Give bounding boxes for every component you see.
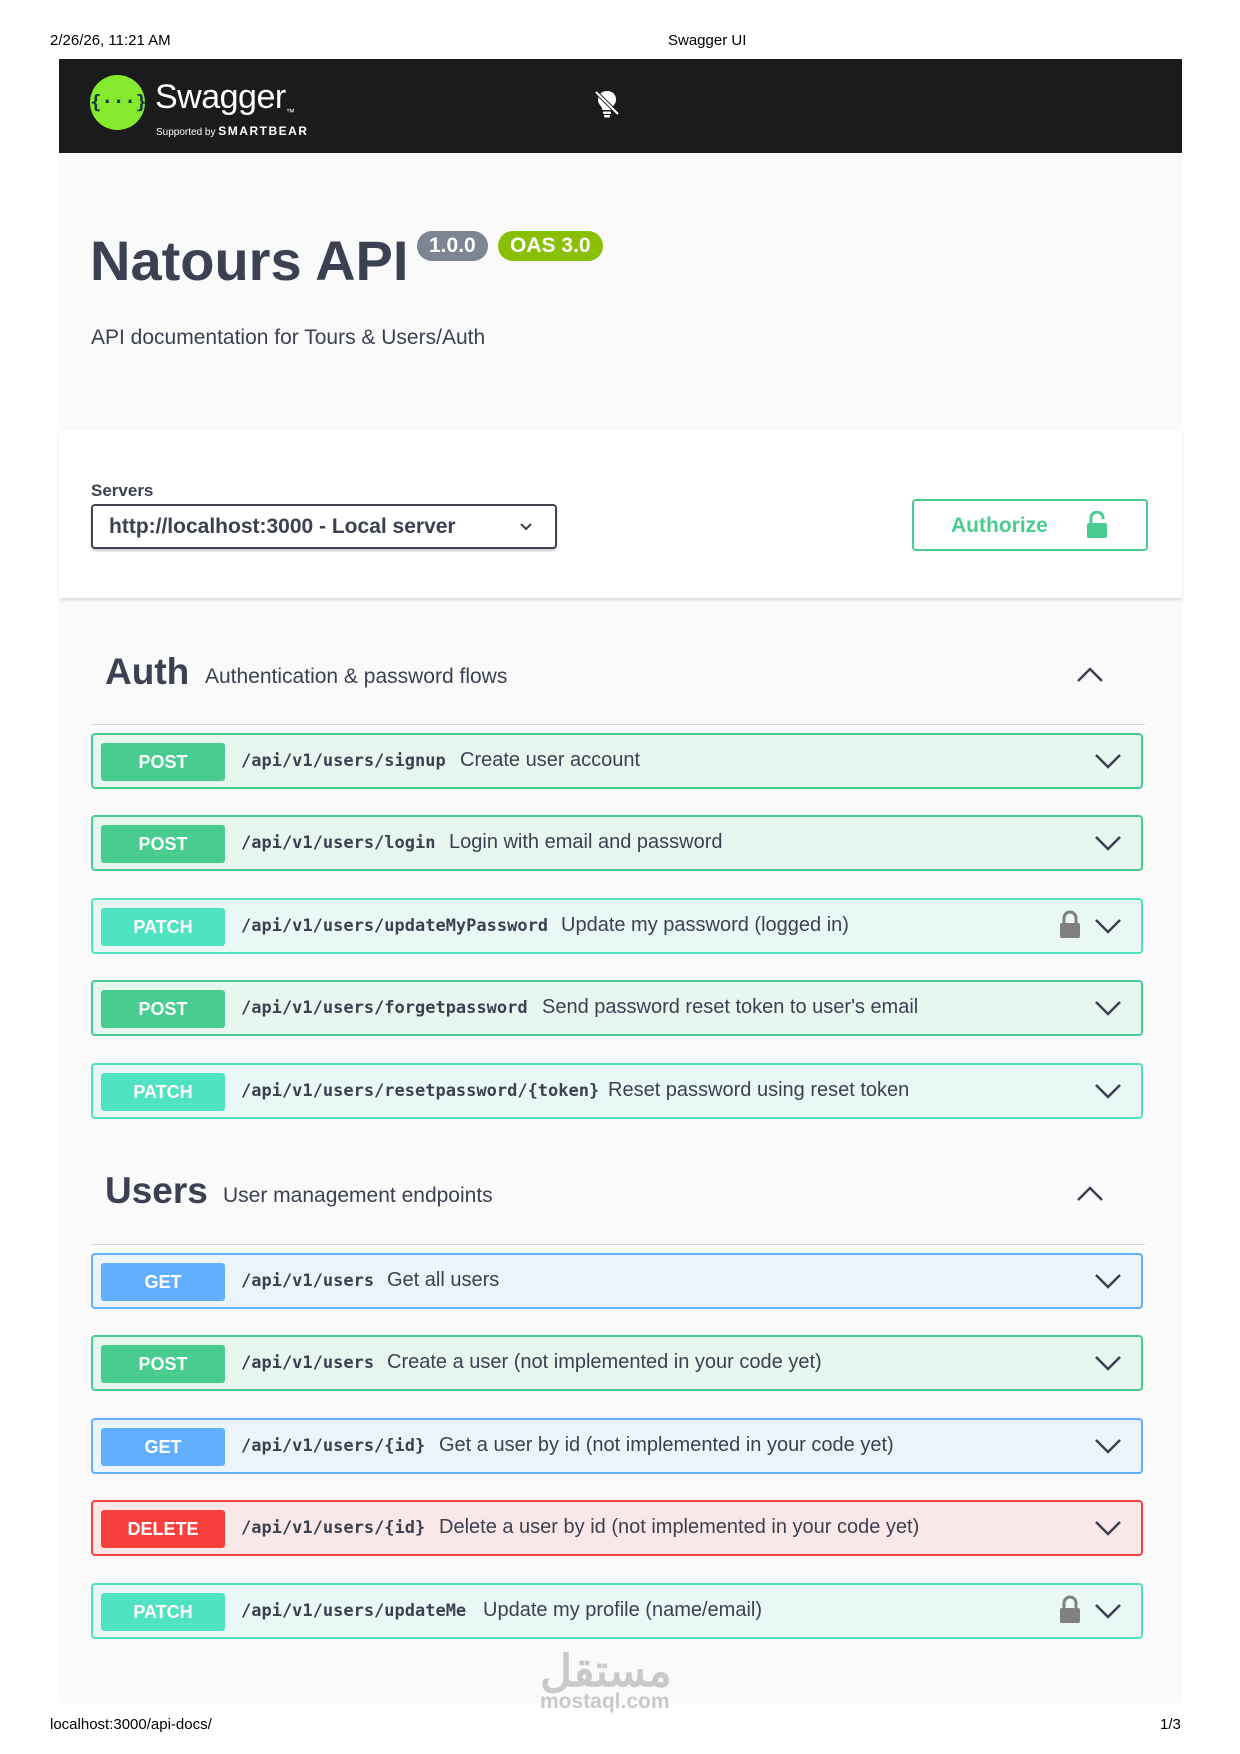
swagger-logo-icon[interactable]: {···} — [90, 75, 145, 130]
operation-post-login[interactable] — [91, 815, 1143, 871]
chevron-down-icon[interactable] — [1093, 1518, 1123, 1538]
watermark-logo: مستقل — [540, 1647, 672, 1696]
lock-icon[interactable] — [1059, 910, 1081, 940]
print-datetime: 2/26/26, 11:21 AM — [50, 32, 171, 49]
chevron-down-icon[interactable] — [1093, 1353, 1123, 1373]
api-title: Natours API — [90, 229, 409, 292]
tag-auth-description: Authentication & password flows — [205, 665, 508, 688]
operation-summary: Get a user by id (not implemented in your code yet) — [439, 1434, 894, 1456]
method-badge: POST — [101, 825, 225, 863]
method-badge: POST — [101, 743, 225, 781]
api-description: API documentation for Tours & Users/Auth — [91, 326, 486, 349]
operation-delete-user-by-id[interactable] — [91, 1500, 1143, 1556]
tag-users-description: User management endpoints — [223, 1184, 493, 1207]
tag-divider — [91, 1244, 1145, 1245]
operation-summary: Get all users — [387, 1269, 500, 1291]
operation-summary: Create user account — [460, 749, 641, 771]
operation-path: /api/v1/users/{id} — [241, 1518, 426, 1538]
method-badge: PATCH — [101, 908, 225, 946]
lock-icon[interactable] — [1059, 1595, 1081, 1625]
operation-path: /api/v1/users/resetpassword/{token} — [241, 1081, 600, 1101]
operation-post-signup[interactable] — [91, 733, 1143, 789]
print-url: localhost:3000/api-docs/ — [50, 1716, 212, 1733]
authorize-label: Authorize — [951, 514, 1048, 537]
operation-get-user-by-id[interactable] — [91, 1418, 1143, 1474]
operation-patch-update-my-password[interactable] — [91, 898, 1143, 954]
operation-summary: Delete a user by id (not implemented in your code yet) — [439, 1516, 920, 1538]
chevron-down-icon — [519, 520, 533, 534]
operation-path: /api/v1/users/{id} — [241, 1436, 426, 1456]
operation-post-users[interactable] — [91, 1335, 1143, 1391]
oas-badge: OAS 3.0 — [498, 231, 603, 261]
lock-open-icon — [1086, 511, 1108, 539]
chevron-down-icon[interactable] — [1093, 1436, 1123, 1456]
operation-path: /api/v1/users — [241, 1353, 375, 1373]
print-document-title: Swagger UI — [668, 32, 747, 49]
method-badge: POST — [101, 1345, 225, 1383]
supported-by-smartbear: Supported by SMARTBEAR — [156, 124, 309, 138]
servers-label: Servers — [91, 481, 154, 500]
watermark-url: mostaql.com — [540, 1690, 670, 1713]
tag-auth-name[interactable]: Auth — [105, 651, 190, 692]
operation-path: /api/v1/users/signup — [241, 751, 446, 771]
chevron-down-icon[interactable] — [1093, 833, 1123, 853]
lightbulb-off-icon[interactable] — [590, 86, 624, 120]
method-badge: POST — [101, 990, 225, 1028]
operation-summary: Update my password (logged in) — [561, 914, 849, 936]
method-badge: PATCH — [101, 1073, 225, 1111]
operation-summary: Send password reset token to user's email — [542, 996, 919, 1018]
operation-summary: Update my profile (name/email) — [483, 1599, 762, 1621]
operation-summary: Reset password using reset token — [608, 1079, 910, 1101]
server-select-value: http://localhost:3000 - Local server — [109, 515, 456, 538]
chevron-down-icon[interactable] — [1093, 1081, 1123, 1101]
tag-divider — [91, 724, 1145, 725]
print-page-number: 1/3 — [1160, 1716, 1181, 1733]
server-select[interactable] — [91, 504, 557, 549]
method-badge: DELETE — [101, 1510, 225, 1548]
tag-users-name[interactable]: Users — [105, 1170, 208, 1211]
operation-post-forget-password[interactable] — [91, 980, 1143, 1036]
chevron-down-icon[interactable] — [1093, 1601, 1123, 1621]
method-badge: GET — [101, 1428, 225, 1466]
chevron-down-icon[interactable] — [1093, 916, 1123, 936]
operation-patch-reset-password[interactable] — [91, 1063, 1143, 1119]
operation-path: /api/v1/users/updateMe — [241, 1601, 467, 1621]
operation-summary: Create a user (not implemented in your code yet) — [387, 1351, 822, 1373]
operation-path: /api/v1/users — [241, 1271, 375, 1291]
version-badge: 1.0.0 — [417, 231, 488, 261]
swagger-logo-text[interactable]: Swagger™ — [155, 78, 295, 117]
chevron-up-icon[interactable] — [1075, 664, 1105, 684]
authorize-button[interactable] — [912, 499, 1148, 551]
chevron-up-icon[interactable] — [1075, 1183, 1105, 1203]
operation-get-users[interactable] — [91, 1253, 1143, 1309]
method-badge: GET — [101, 1263, 225, 1301]
operation-path: /api/v1/users/login — [241, 833, 436, 853]
chevron-down-icon[interactable] — [1093, 998, 1123, 1018]
chevron-down-icon[interactable] — [1093, 751, 1123, 771]
method-badge: PATCH — [101, 1593, 225, 1631]
operation-path: /api/v1/users/forgetpassword — [241, 998, 528, 1018]
operation-patch-update-me[interactable] — [91, 1583, 1143, 1639]
operation-path: /api/v1/users/updateMyPassword — [241, 916, 549, 936]
operation-summary: Login with email and password — [449, 831, 723, 853]
chevron-down-icon[interactable] — [1093, 1271, 1123, 1291]
